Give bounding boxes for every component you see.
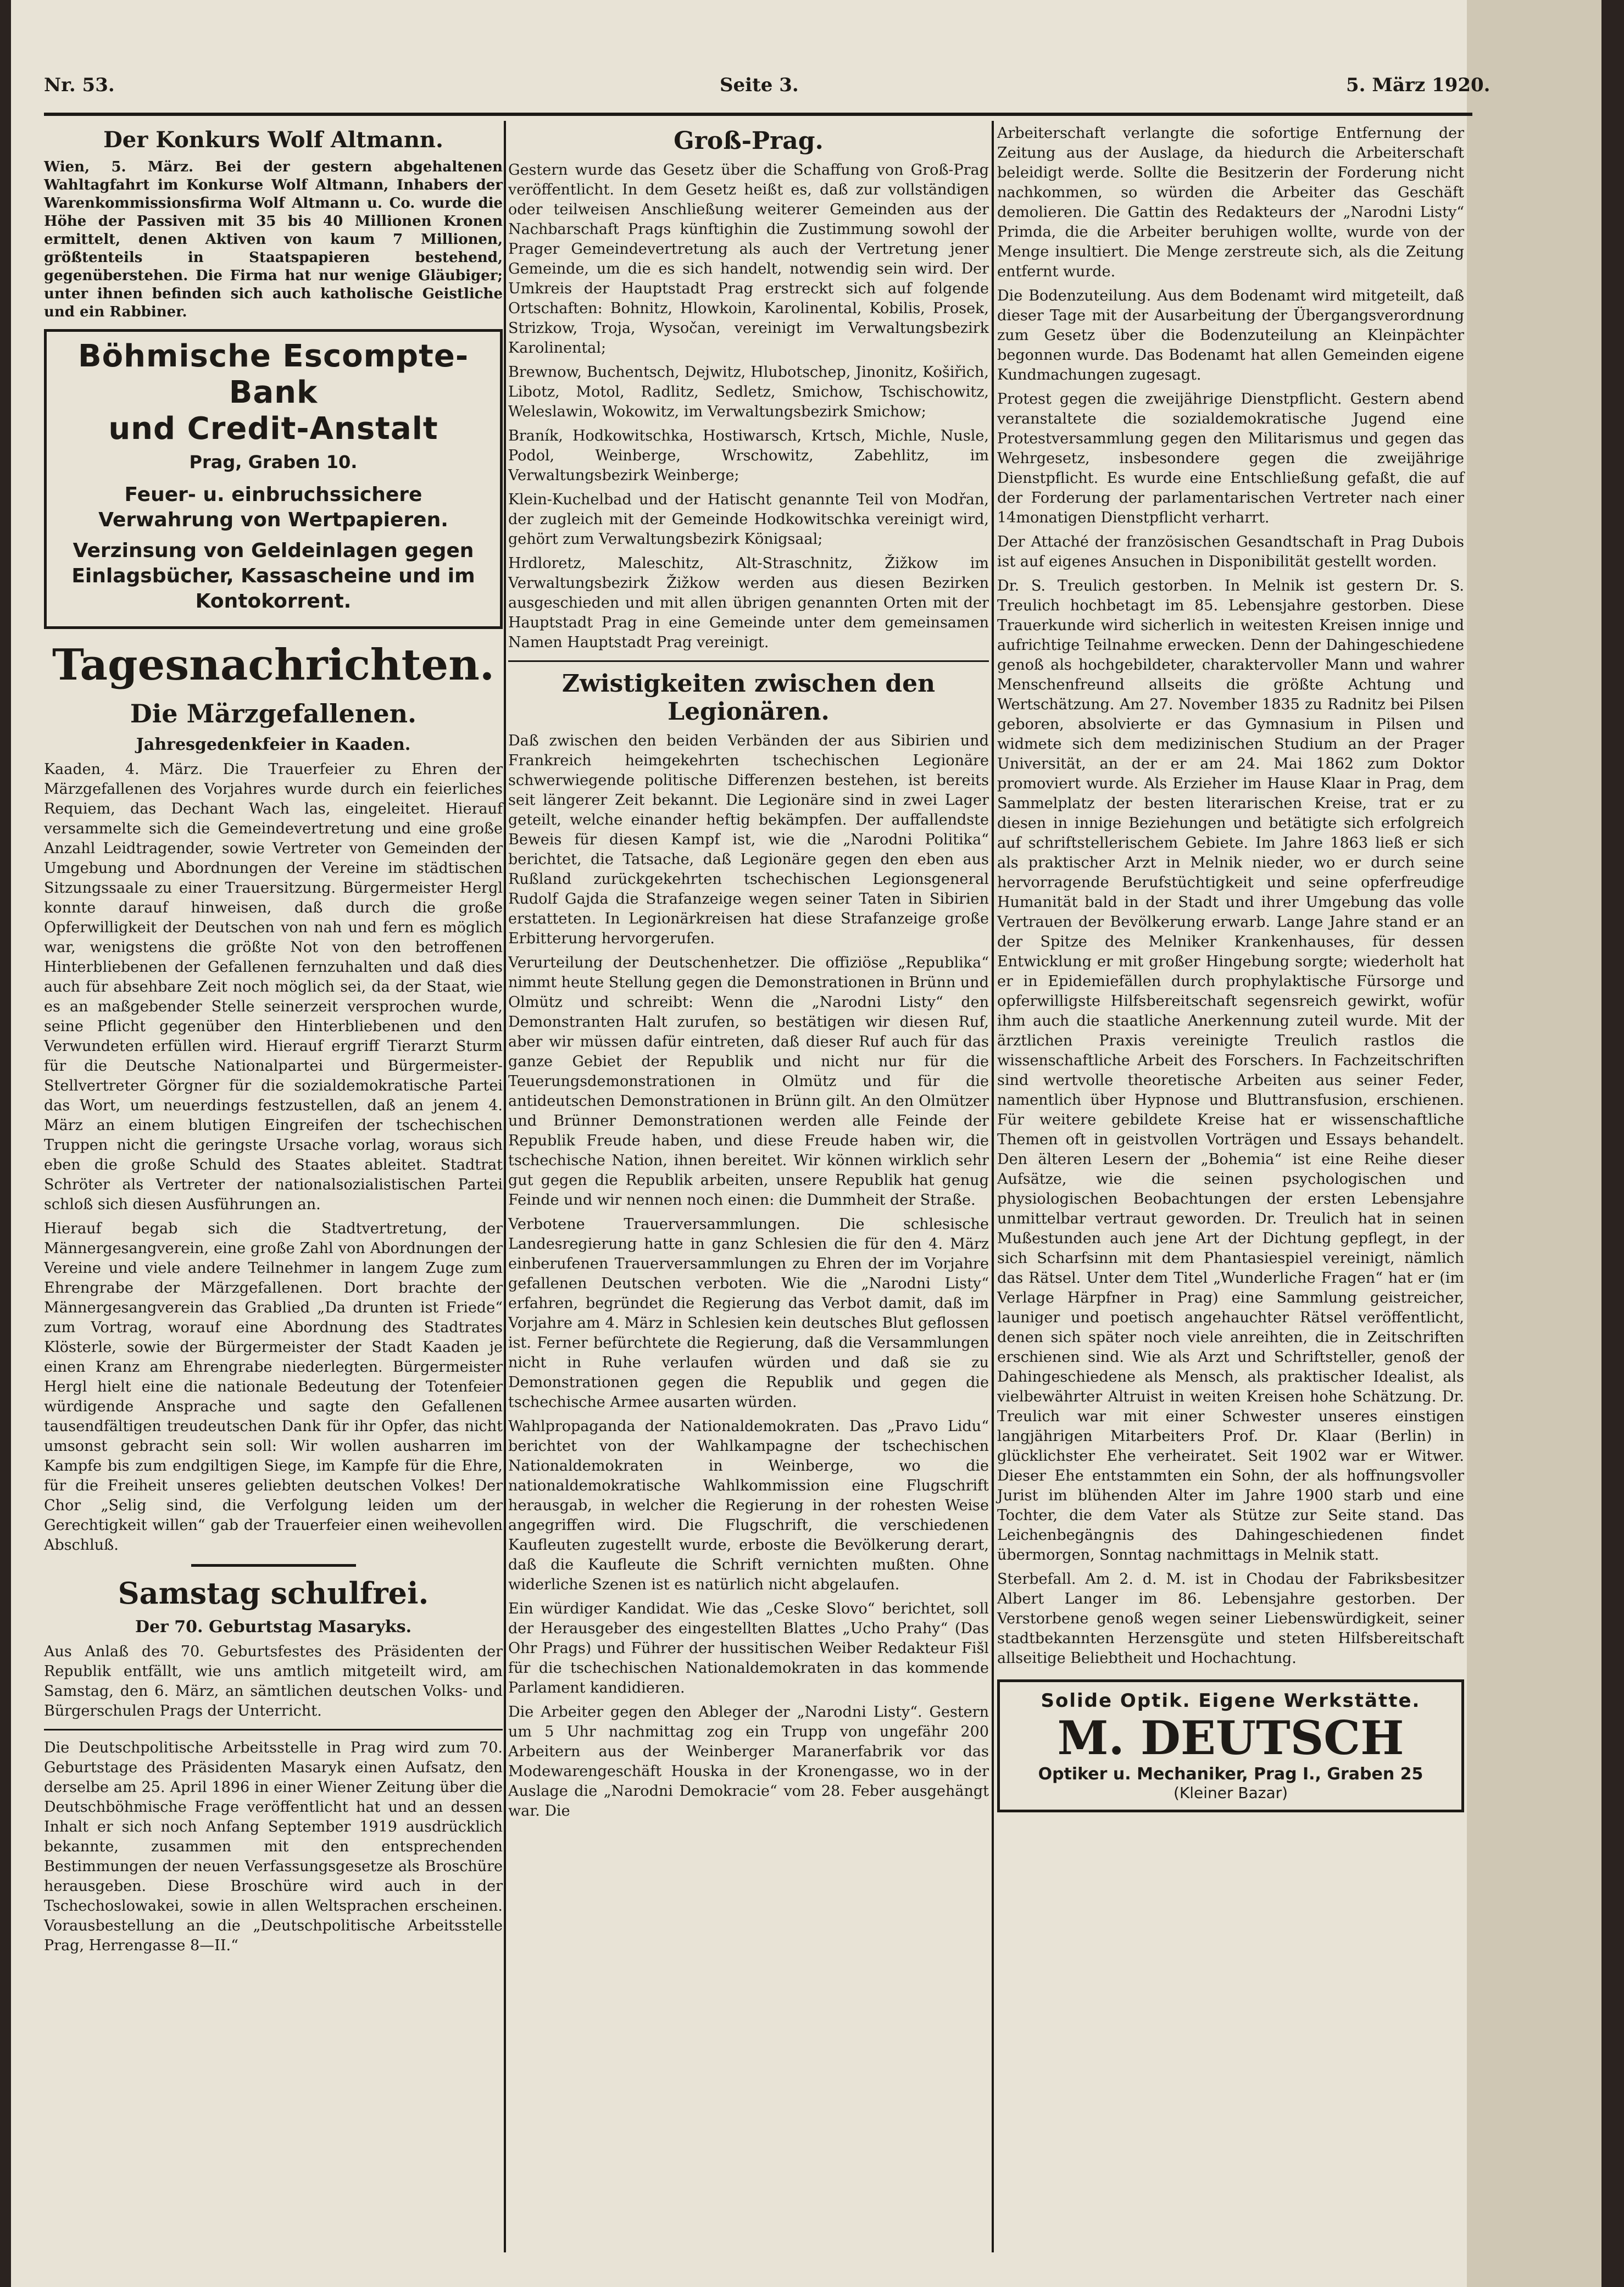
article-title-maerzgefallenen: Die Märzgefallenen. <box>130 699 417 728</box>
article-separator <box>44 1729 503 1730</box>
article-body-kandidat: Ein würdiger Kandidat. Wie das „Ceske Slovo“ berichtet, soll der Herausgeber des eingestellten Blattes „Ucho Prahy“ (Das Ohr Prags) und Führer der hussitischen Weiber Redakteur Fišl für die tschechischen Nationaldemokraten in das kommende Parlament kandidieren. <box>508 1600 989 1696</box>
column-2 <box>508 124 989 1826</box>
article-title-legionaere: Zwistigkeiten zwischen den Legionären. <box>561 670 936 726</box>
article-title-konkurs: Der Konkurs Wolf Altmann. <box>103 127 443 153</box>
ad-optician-location: (Kleiner Bazar) <box>1173 1784 1288 1802</box>
article-body-gross-prag-3: Braník, Hodkowitschka, Hostiwarsch, Krtsch, Michle, Nusle, Podol, Weinberge, Wrschowitz, Zabehlitz, im Verwaltungsbezirk Weinberge; <box>508 427 989 484</box>
article-title-samstag: Samstag schulfrei. <box>118 1576 429 1611</box>
article-body-wahlpropaganda: Wahlpropaganda der Nationaldemokraten. Das „Pravo Lidu“ berichtet von der Wahlkampagne der tschechischen Nationaldemokraten in Weinberge, wo die nationaldemokratische Wahlkommission eine Flugschrift herausgab, in welcher die Regierung in der rohesten Weise angegriffen wird. Die Flugschrift, die verschiedenen Kaufleuten zugestellt wurde, erboste die Bevölkerung derart, daß die Kaufleute die Schrift vernichten mußten. Ohne widerliche Szenen ist es natürlich nicht abgelaufen. <box>508 1418 989 1593</box>
section-title-tagesnachrichten: Tagesnachrichten. <box>52 640 495 690</box>
page-number: Seite 3. <box>720 74 799 96</box>
issue-number: Nr. 53. <box>44 74 115 96</box>
article-body-bodenzuteilung: Die Bodenzuteilung. Aus dem Bodenamt wird mitgeteilt, daß dieser Tage mit der Ausarbeitung der Übergangsverordnung zum Gesetz über die Bodenzuteilung an Kleinpächter begonnen wurde. Das Bodenamt hat allen Gemeinden eigene Kundmachungen zugesagt. <box>997 287 1464 383</box>
ad-bank-name-line1: Böhmische Escompte-Bank <box>77 338 469 410</box>
ad-bank-service-1: Feuer- u. einbruchssichere Verwahrung von Wertpapieren. <box>98 483 448 531</box>
article-body-gross-prag-1: Gestern wurde das Gesetz über die Schaffung von Groß-Prag veröffentlicht. In dem Gesetz heißt es, daß zur vollständigen oder teilweisen Anschließung weiterer Gemeinden aus der Nachbarschaft Prags künftighin die Zustimmung sowohl der Prager Gemeindevertretung als auch der Vertretung jener Gemeinde, um die es sich handelt, notwendig sein wird. Der Umkreis der Hauptstadt Prag erstreckt sich auf folgende Ortschaften: Bohnitz, Hlowkoin, Karolinental, Kobilis, Prosek, Strizkow, Troja, Wysočan, vereinigt im Verwaltungsbezirk Karolinental; <box>508 162 989 357</box>
bank-advertisement <box>44 329 503 629</box>
column-rule-2 <box>992 121 994 2252</box>
article-body-arbeiter-continued: Arbeiterschaft verlangte die sofortige Entfernung der Zeitung aus der Auslage, da hiedurch die Arbeiterschaft beleidigt werde. Sollte die Besitzerin der Forderung nicht nachkommen, so würden die Arbeiter das Geschäft demolieren. Die Gattin des Redakteurs der „Narodni Listy“ Primda, die die Arbeiter beruhigen wollte, wurde von der Menge insultiert. Die Menge zerstreute sich, als die Zeitung entfernt wurde. <box>997 125 1464 280</box>
article-body-gross-prag-5: Hrdloretz, Maleschitz, Alt-Straschnitz, Žižkow im Verwaltungsbezirk Žižkow werden aus diesen Bezirken ausgeschieden und mit allen übrigen genannten Orten mit der Hauptstadt Prag in eine Gemeinde unter dem gemeinsamen Namen Hauptstadt Prag vereinigt. <box>508 555 989 651</box>
article-title-gross-prag: Groß-Prag. <box>674 127 824 155</box>
column-3 <box>997 124 1464 1812</box>
article-body-gross-prag-4: Klein-Kuchelbad und der Hatischt genannte Teil von Modřan, der zugleich mit der Gemeinde Hodkowitschka vereinigt wird, gehört zum Verwaltungsbezirk Königsaal; <box>508 491 989 548</box>
ad-bank-address: Prag, Graben 10. <box>189 452 358 472</box>
ad-optician-name: M. DEUTSCH <box>1057 1711 1404 1765</box>
header-rule <box>44 113 1472 116</box>
article-subtitle-kaaden: Jahresgedenkfeier in Kaaden. <box>136 735 411 754</box>
article-body-arbeiter: Die Arbeiter gegen den Ableger der „Narodni Listy“. Gestern um 5 Uhr nachmittag zog ein Trupp von ungefähr 200 Arbeitern aus der Weinberger Maranerfabrik vor das Modewarengeschäft Houska in der Kronengasse, wo in der Auslage die „Narodni Demokracie“ vom 28. Feber ausgehängt war. Die <box>508 1704 989 1819</box>
article-body-treulich: Dr. S. Treulich gestorben. In Melnik ist gestern Dr. S. Treulich hochbetagt im 85. Lebensjahre gestorben. Diese Trauerkunde wird sicherlich in weitesten Kreisen innige und aufrichtige Teilnahme erwecken. Denn der Dahingeschiedene genoß als hochgebildeter, charaktervoller Mann und wahrer Menschenfreund allseits die größte Achtung und Wertschätzung. Am 27. November 1835 zu Radnitz bei Pilsen geboren, absolvierte er das Gymnasium in Pilsen und widmete sich dem medizinischen Studium an der Prager Universität, an der er am 24. Mai 1862 zum Doktor promoviert wurde. Als Erzieher im Hause Klaar in Prag, dem Sammelplatz der besten literarischen Kreise, trat er zu diesen in innige Beziehungen und betätigte sich erfolgreich auf schriftstellerischem Gebiete. Im Jahre 1863 ließ er sich als praktischer Arzt in Melnik nieder, wo er durch seine hervorragende Berufstüchtigkeit und seine opferfreudige Humanität bald in der Stadt und ihrer Umgebung das volle Vertrauen der Bevölkerung erwarb. Lange Jahre stand er an der Spitze des Melniker Krankenhauses, für dessen Entwicklung er mit großer Hingebung sorgte; wiederholt hat er in Epidemiefällen durch prophylaktische Fürsorge und opferwilligste Hilfsbereitschaft segensreich gewirkt, wofür ihm auch die staatliche Anerkennung zuteil wurde. Mit der ärztlichen Praxis vereinigte Treulich rastlos die wissenschaftliche Arbeit des Forschers. In Fachzeitschriften sind wertvolle theoretische Arbeiten aus seiner Feder, namentlich über Hypnose und Bluttransfusion, erschienen. Für weitere gebildete Kreise hat er wissenschaftliche Themen oft in geistvollen Vorträgen und Essays behandelt. Den älteren Lesern der „Bohemia“ ist eine Reihe dieser Aufsätze, wie die seinen psychologischen und physiologischen Beobachtungen der ersten Lebensjahre unmittelbar vertraut geworden. Dr. Treulich hat in seinen Mußestunden auch jene Art der Dichtung gepflegt, in der sich Scharfsinn mit dem Phantasiespiel vereinigt, nämlich das Rätsel. Unter dem Titel „Wunderliche Fragen“ hat er (im Verlage Härpfner in Prag) eine Sammlung geistreicher, launiger und poetisch angehauchter Rätsel veröffentlicht, denen sich später noch viele anreihten, die in Zeitschriften erschienen sind. Wie als Arzt und Schriftsteller, genoß der Dahingeschiedene als Mensch, als praktischer Idealist, als vielbewährter Altruist in weiten Kreisen hohe Schätzung. Dr. Treulich war mit einer Schwester unseres einstigen langjährigen Mitarbeiters Prof. Dr. Klaar (Berlin) in glücklichster Ehe verheiratet. Seit 1902 war er Witwer. Dieser Ehe entstammten ein Sohn, der als hoffnungsvoller Jurist im blühenden Alter im Jahre 1900 starb und eine Tochter, die dem Vater als Stütze zur Seite stand. Das Leichenbegängnis des Dahingeschiedenen findet übermorgen, Sonntag nachmittags in Melnik statt. <box>997 577 1464 1563</box>
article-body-legionaere: Daß zwischen den beiden Verbänden der aus Sibirien und Frankreich heimgekehrten tschechischen Legionäre schwerwiegende politische Differenzen bestehen, ist bereits seit längerer Zeit bekannt. Die Legionäre sind in zwei Lager geteilt, welche einander heftig bekämpfen. Der auffallendste Beweis für diesen Kampf ist, wie die „Narodni Politika“ berichtet, die Tatsache, daß Legionäre gegen den eben aus Rußland zurückgekehrten tschechischen Legionsgeneral Rudolf Gajda die Strafanzeige wegen seiner Taten in Sibirien erstatteten. In Legionärkreisen hat diese Strafanzeige große Erbitterung hervorgerufen. <box>508 732 989 947</box>
article-body-konkurs: Wien, 5. März. Bei der gestern abgehaltenen Wahltagfahrt im Konkurse Wolf Altmann, Inhabers der Warenkommissionsfirma Wolf Altmann u. Co. wurde die Höhe der Passiven mit 35 bis 40 Millionen Kronen ermittelt, denen Aktiven von kaum 7 Millionen, größtenteils in Staatspapieren bestehend, gegenüberstehen. Die Firma hat nur wenige Gläubiger; unter ihnen befinden sich auch katholische Geistliche und ein Rabbiner. <box>44 159 503 320</box>
article-body-attache: Der Attaché der französischen Gesandtschaft in Prag Dubois ist auf eigenes Ansuchen in Disponibilität gestellt worden. <box>997 533 1464 570</box>
article-subtitle-masaryk: Der 70. Geburtstag Masaryks. <box>135 1617 412 1637</box>
ad-optician-address: Optiker u. Mechaniker, Prag I., Graben 25 <box>1038 1765 1423 1784</box>
ad-bank-name-line2: und Credit-Anstalt <box>108 411 438 447</box>
article-body-sterbefall: Sterbefall. Am 2. d. M. ist in Chodau der Fabriksbesitzer Albert Langer im 86. Lebensjahre gestorben. Der Verstorbene genoß wegen seiner Liebenswürdigkeit, seiner stadtbekannten Herzensgüte und steten Hilfsbereitschaft allseitige Beliebtheit und Hochachtung. <box>997 1571 1464 1667</box>
article-body-arbeitsstelle: Die Deutschpolitische Arbeitsstelle in Prag wird zum 70. Geburtstage des Präsidenten Masaryk einen Aufsatz, den derselbe am 25. April 1896 in einer Wiener Zeitung über die Deutschböhmische Frage veröffentlicht hat und an dessen Inhalt er sich noch Anfang September 1919 ausdrücklich bekannte, zusammen mit den entsprechenden Bestimmungen der neuen Verfassungsgesetze als Broschüre herausgeben. Diese Broschüre wird auch in der Tschechoslowakei, sowie in allen Weltsprachen erscheinen. Vorausbestellung an die „Deutschpolitische Arbeitsstelle Prag, Herrengasse 8—II.“ <box>44 1739 503 1954</box>
column-rule-1 <box>504 121 506 2252</box>
article-body-samstag: Aus Anlaß des 70. Geburtsfestes des Präsidenten der Republik entfällt, wie uns amtlich mitgeteilt wird, am Samstag, den 6. März, an sämtlichen deutschen Volks- und Bürgerschulen Prags der Unterricht. <box>44 1643 503 1720</box>
article-separator <box>191 1564 356 1567</box>
page-edge-shadow <box>1467 0 1601 2287</box>
newspaper-page <box>11 0 1601 2287</box>
ad-optician-tagline: Solide Optik. Eigene Werkstätte. <box>1041 1690 1421 1712</box>
ad-bank-service-2: Verzinsung von Geldeinlagen gegen Einlagsbücher, Kassascheine und im Kontokorrent. <box>71 539 475 613</box>
article-body-gross-prag-2: Brewnow, Buchentsch, Dejwitz, Hlubotschep, Jinonitz, Košiřich, Libotz, Motol, Radlitz, Sedletz, Smichow, Tschischowitz, Weleslawin, Wokowitz, im Verwaltungsbezirk Smichow; <box>508 364 989 420</box>
issue-date: 5. März 1920. <box>1346 74 1490 96</box>
article-body-kaaden-2: Hierauf begab sich die Stadtvertretung, der Männergesangverein, eine große Zahl von Abordnungen der Vereine und viele andere Teilnehmer in langem Zuge zum Ehrengrabe der Märzgefallenen. Dort brachte der Männergesangverein das Grablied „Da drunten ist Friede“ zum Vortrag, worauf eine Abordnung des Stadtrates Klösterle, sowie der Bürgermeister der Stadt Kaaden je einen Kranz am Ehrengrabe niederlegten. Bürgermeister Hergl hielt eine die nationale Bedeutung der Totenfeier würdigende Ansprache und sagte den Gefallenen tausendfältigen treudeutschen Dank für ihr Opfer, das nicht umsonst gebracht sein soll: Wir wollen ausharren im Kampfe bis zum endgiltigen Siege, im Kampfe für die Ehre, für die Freiheit unseres geliebten deutschen Volkes! Der Chor „Selig sind, die Verfolgung leiden um der Gerechtigkeit willen“ gab der Trauerfeier einen weihevollen Abschluß. <box>44 1220 503 1554</box>
article-body-trauerversammlungen: Verbotene Trauerversammlungen. Die schlesische Landesregierung hatte in ganz Schlesien die für den 4. März einberufenen Trauerversammlungen zu Ehren der im Vorjahre gefallenen Deutschen verboten. Wie die „Narodni Listy“ erfahren, begründet die Regierung das Verbot damit, daß im Vorjahre am 4. März in Schlesien kein deutsches Blut geflossen ist. Ferner befürchtete die Regierung, daß die Versammlungen nicht in Ruhe verlaufen würden und daß sie zu Demonstrationen gegen die Republik und gegen die tschechische Armee ausarten würden. <box>508 1216 989 1411</box>
article-separator <box>508 660 989 662</box>
article-body-deutschenhetzer: Verurteilung der Deutschenhetzer. Die offiziöse „Republika“ nimmt heute Stellung gegen die Demonstrationen in Brünn und Olmütz und schreibt: Wenn die „Narodni Listy“ den Demonstranten Halt zurufen, so bestätigen wir diesen Ruf, aber wir müssen dafür eintreten, daß dieser Ruf auch für das ganze Gebiet der Republik und nicht nur für die Teuerungsdemonstrationen in Olmütz und für die antideutschen Demonstrationen in Brünn gilt. An den Olmützer und Brünner Demonstrationen werden alle Feinde der Republik Freude haben, und diese Freude haben wir, die tschechische Nation, ihnen bereitet. Wir können wirklich sehr gut gegen die Republik arbeiten, unsere Republik hat genug Feinde und wir nennen noch einen: die Dummheit der Straße. <box>508 954 989 1209</box>
optician-advertisement <box>997 1679 1464 1812</box>
article-body-kaaden-1: Kaaden, 4. März. Die Trauerfeier zu Ehren der Märzgefallenen des Vorjahres wurde durch ein feierliches Requiem, das Dechant Wach las, eingeleitet. Hierauf versammelte sich die Gemeindevertretung und eine große Anzahl Leidtragender, sowie Vertreter von Gemeinden der Umgebung und Abordnungen der Vereine im städtischen Sitzungssaale zu einer Trauersitzung. Bürgermeister Hergl konnte darauf hinweisen, daß durch die große Opferwilligkeit der Deutschen von nah und fern es möglich war, wenigstens die größte Not von den betroffenen Hinterbliebenen der Gefallenen fernzuhalten und daß dies auch für absehbare Zeit noch möglich sei, da der Staat, wie es an maßgebender Stelle seinerzeit versprochen wurde, seine Pflicht gegenüber den Hinterbliebenen und den Verwundeten erfüllen wird. Hierauf ergriff Tierarzt Sturm für die Deutsche Nationalpartei und Bürgermeister-Stellvertreter Görgner für die sozialdemokratische Partei das Wort, um neuerdings festzustellen, daß an jenem 4. März an einem blutigen Eingreifen der tschechischen Truppen nicht die geringste Ursache vorlag, woraus sich eben die große Schuld des Staates ableitet. Stadtrat Schröter als Vertreter der nationalsozialistischen Partei schloß sich diesen Ausführungen an. <box>44 761 503 1213</box>
article-body-dienstpflicht: Protest gegen die zweijährige Dienstpflicht. Gestern abend veranstaltete die sozialdemokratische Jugend eine Protestversammlung gegen den Militarismus und gegen das Wehrgesetz, insbesondere gegen die zweijährige Dienstpflicht. Es wurde eine Entschließung gefaßt, die auf der Forderung der parlamentarischen Vertreter nach einer 14monatigen Dienstpflicht verharrt. <box>997 391 1464 526</box>
column-1 <box>44 124 503 1960</box>
